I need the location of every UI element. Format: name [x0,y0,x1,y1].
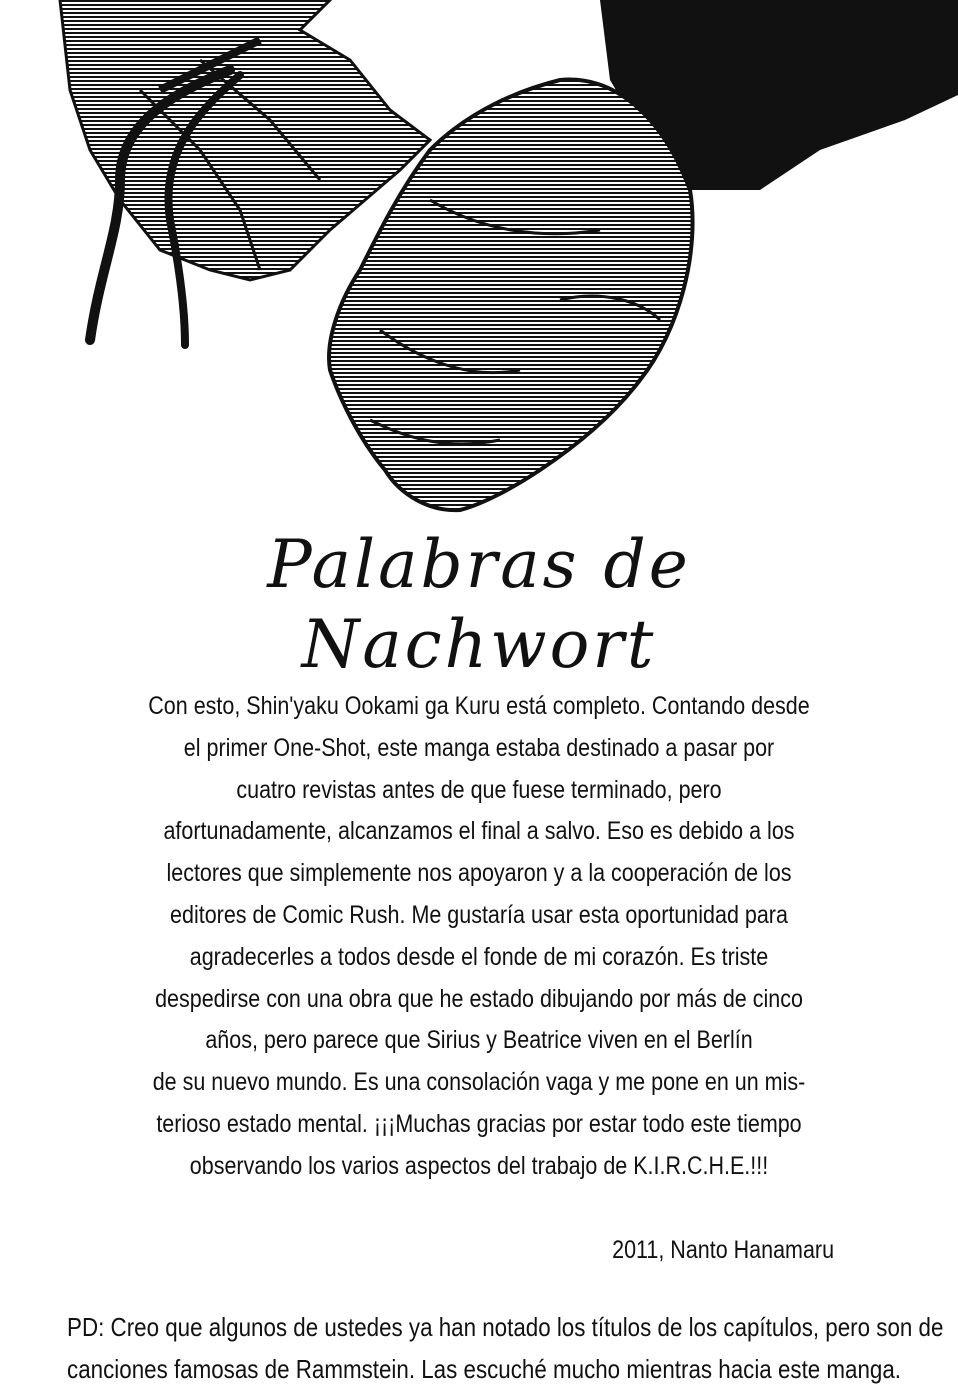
body-line: cuatro revistas antes de que fuese terminado, pero [236,775,722,804]
body-line: lectores que simplemente nos apoyaron y a la cooperación de los [166,859,792,888]
page-title-line-1: Palabras de [267,526,691,603]
body-line: años, pero parece que Sirius y Beatrice viven en el Berlín [205,1026,753,1055]
afterword-body [67,686,891,1188]
body-line: terioso estado mental. ¡¡¡Muchas gracias por estar todo este tiempo [156,1109,802,1138]
body-line: Con esto, Shin'yaku Ookami ga Kuru está completo. Contando desde [148,692,810,720]
body-line: despedirse con una obra que he estado dibujando por más de cinco [155,984,803,1013]
body-line: observando los varios aspectos del trabajo de K.I.R.C.H.E.!!! [189,1151,769,1180]
body-line: de su nuevo mundo. Es una consolación vaga y me pone en un mis- [152,1068,806,1097]
postscript-line: PD: Creo que algunos de ustedes ya han notado los títulos de los capítulos, pero son de [67,1312,944,1342]
holding-hands-illustration [0,0,958,520]
body-line: el primer One-Shot, este manga estaba destinado a pasar por [183,733,775,762]
page-title-line-2: Nachwort [301,606,657,683]
body-line: afortunadamente, alcanzamos el final a salvo. Eso es debido a los [163,817,795,846]
author-signature: 2011, Nanto Hanamaru [612,1236,834,1264]
postscript-line: canciones famosas de Rammstein. Las escuché mucho mientras hacia este manga. [67,1354,902,1384]
postscript [67,1306,944,1390]
body-line: agradecerles a todos desde el fonde de mi corazón. Es triste [189,942,769,971]
body-line: editores de Comic Rush. Me gustaría usar esta oportunidad para [170,900,788,929]
